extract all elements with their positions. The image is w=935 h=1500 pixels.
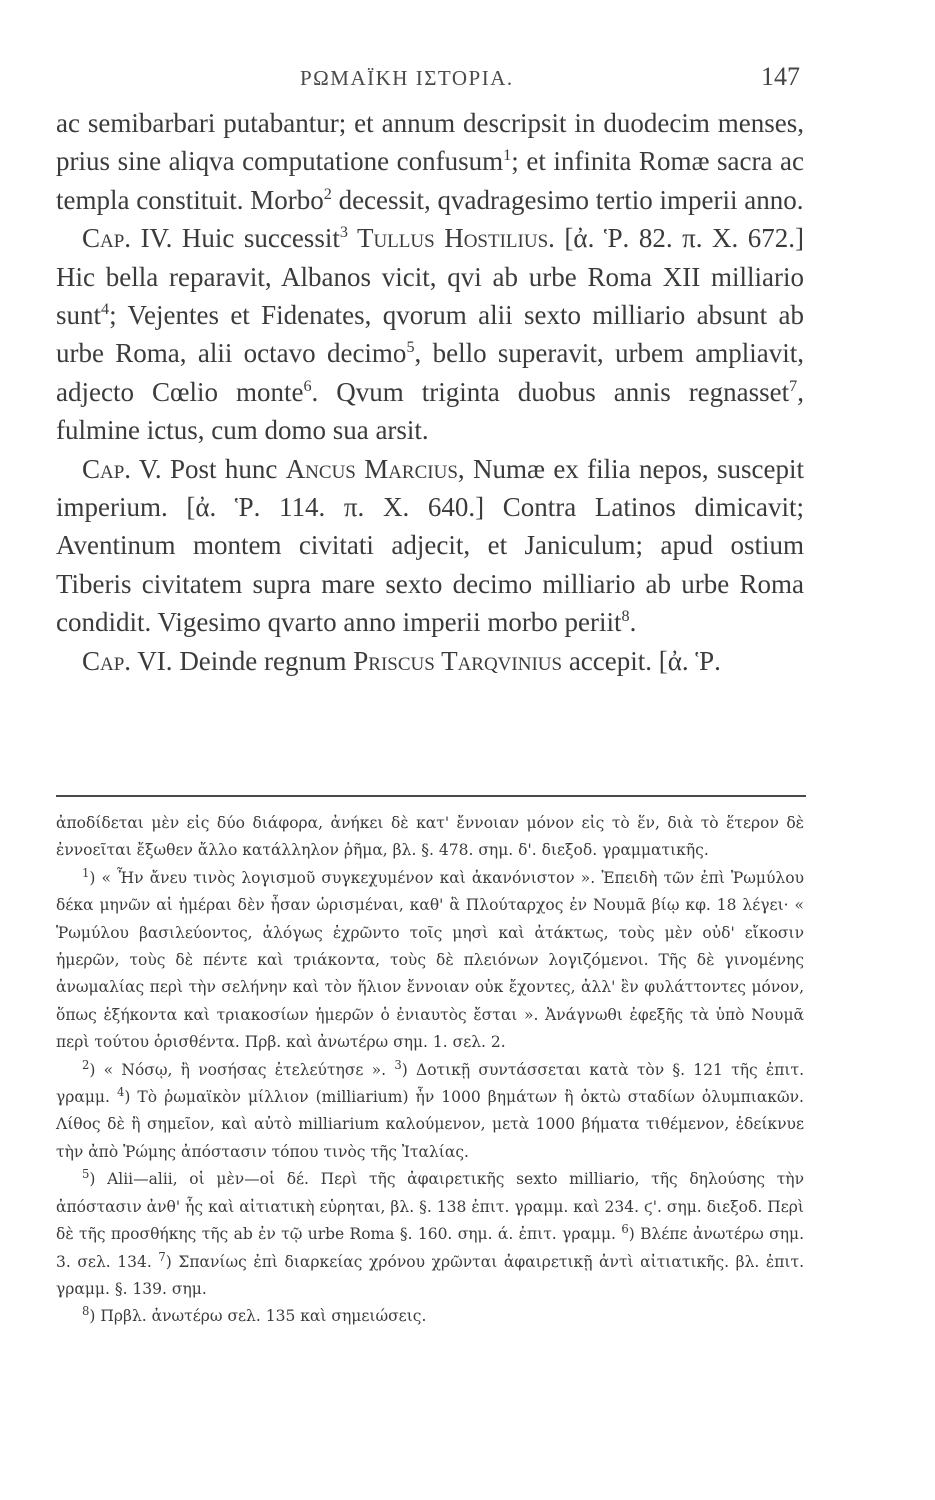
text-run: Huic successit — [172, 223, 340, 254]
footnote-ref-5: 5 — [406, 338, 415, 357]
text-run: Deinde regnum — [172, 645, 354, 676]
footnote-ref-2: 2 — [323, 184, 332, 203]
text-run: ; Vejentes et Fidenates, qvorum alii sexto milliario absunt ab urbe Roma, alii octavo decimo — [56, 300, 804, 369]
text-run: Post hunc — [161, 453, 286, 484]
paragraph-chapter-6 — [56, 642, 804, 680]
footnote-mark: 2 — [82, 1057, 90, 1072]
footnote-divider — [56, 795, 806, 797]
footnote-text: ) Σπανίως ἐπὶ διαρκείας χρόνου χρῶνται ἀφαιρετικῇ ἀντὶ αἰτιατικῆς. βλ. ἐπιτ. γραμμ. §. 139. σημ. — [56, 1252, 804, 1298]
chapter-heading-6: Cap. VI. — [82, 645, 173, 676]
footnote-text: ) « Ἦν ἄνευ τινὸς λογισμοῦ συγκεχυμένον καὶ ἀκανόνιστον ». Ἐπειδὴ τῶν ἐπὶ Ῥωμύλου δέκα μηνῶν αἱ ἡμέραι δὲν ἦσαν ὡρισμέναι, καθ' ἃ Πλούταρχος ἐν Νουμᾶ βίῳ κφ. 18 λέγει· « Ῥωμύλου βασιλεύοντος, ἀλόγως ἐχρῶντο τοῖς μησὶ καὶ ἀτάκτως, τοὺς μὲν οὐδ' εἴκοσιν ἡμερῶν, τοὺς δὲ πέντε καὶ τριάκοντα, τοὺς δὲ πλειόνων λογιζόμενοι. Τῆς δὲ γινομένης ἀνωμαλίας περὶ τὴν σελήνην καὶ τὸν ἥλιον ἔννοιαν οὐκ ἔχοντες, ἀλλ' ἓν φυλάττοντες μόνον, ὅπως ἑξήκοντα καὶ τριακοσίων ἡμερῶν ὁ ἐνιαυτὸς ἔσται ». Ἀνάγνωθι ἐφεξῆς τὰ ὑπὸ Νουμᾶ περὶ τούτου ὁρισθέντα. Πρβ. καὶ ἀνωτέρω σημ. 1. σελ. 2. — [56, 868, 804, 1052]
paragraph-chapter-5 — [56, 450, 804, 642]
footnote-text: ) Τὸ ῥωμαϊκὸν μίλλιον (milliarium) ἦν 1000 βημάτων ἢ ὀκτὼ σταδίων ὀλυμπιακῶν. Λίθος δὲ ἢ σημεῖον, καὶ αὐτὸ milliarium καλούμενον, μετὰ 1000 βήματα τιθέμενον, ἐδείκνυε τὴν ἀπὸ Ῥώμης ἀπόστασιν τόπου τινὸς τῆς Ἰταλίας. — [56, 1088, 804, 1161]
text-run: ; et infinita Romæ sacra ac templa constituit. Morbo — [56, 146, 805, 215]
page-number: 147 — [761, 62, 800, 91]
footnote-continuation — [56, 810, 804, 865]
footnote-text: ) « Νόσῳ, ἢ νοσήσας ἐτελεύτησε ». — [89, 1060, 395, 1079]
paragraph-chapter-4 — [56, 219, 804, 449]
footnote-ref-4: 4 — [101, 300, 110, 319]
footnote-mark: 5 — [82, 1167, 90, 1182]
footnote-text: ) Δοτικῇ συντάσσεται κατὰ τὸν §. 121 τῆς ἐπιτ. γραμμ. — [56, 1060, 804, 1107]
text-run: accepit. [ἀ. Ῥ. — [562, 645, 721, 676]
footnote-mark: 6 — [621, 1221, 629, 1236]
king-name-tullus: Tullus Hostilius. — [347, 223, 555, 254]
footnote-text: ) Βλέπε ἀνωτέρω σημ. 3. σελ. 134. — [56, 1225, 805, 1271]
text-run: , fulmine ictus, cum domo sua arsit. — [56, 376, 804, 446]
footnotes — [56, 810, 804, 1331]
footnote-text: ) Πρβλ. ἀνωτέρω σελ. 135 καὶ σημειώσεις. — [89, 1307, 427, 1326]
footnote-8 — [56, 1303, 804, 1330]
footnote-2-4 — [56, 1057, 804, 1167]
footnote-ref-3: 3 — [339, 223, 348, 242]
text-run: ac semibarbari putabantur; et annum descripsit in duodecim menses, prius sine aliqva computatione confusum — [56, 108, 804, 177]
footnote-text: ) Alii—alii, οἱ μὲν—οἱ δέ. Περὶ τῆς ἀφαιρετικῆς sexto milliario, τῆς δηλούσης τὴν ἀπόστασιν ἀνθ' ἧς καὶ αἰτιατικὴ εὑρηται, βλ. §. 138 ἐπιτ. γραμμ. καὶ 234. ϛ'. σημ. διεξοδ. Περὶ δὲ τῆς προσθήκης τῆς ab ἐν τῷ urbe Roma §. 160. σημ. ά. ἐπιτ. γραμμ. — [56, 1170, 804, 1244]
footnote-ref-8: 8 — [621, 607, 630, 626]
chapter-heading-5: Cap. V. — [82, 453, 162, 484]
paragraph-numa-end — [56, 104, 804, 219]
king-name-ancus: Ancus Marcius, — [285, 453, 465, 484]
footnote-mark: 3 — [394, 1057, 402, 1072]
text-run: . — [629, 607, 637, 638]
running-title: ΡΩΜΑΪΚΗ ΙΣΤΟΡΙΑ. — [300, 66, 514, 90]
text-run: [ἀ. Ῥ. 82. π. Χ. 672.] Hic bella reparavit, Albanos vicit, qvi ab urbe Roma XII milliario sunt — [56, 223, 805, 331]
text-run: . Qvum triginta duobus annis regnasset — [311, 376, 790, 407]
footnote-mark: 7 — [158, 1249, 166, 1264]
footnote-mark: 8 — [82, 1304, 90, 1319]
footnote-mark: 4 — [116, 1084, 125, 1099]
chapter-heading-4: Cap. IV. — [82, 223, 173, 254]
footnote-5-7 — [56, 1166, 804, 1303]
footnote-1 — [56, 865, 804, 1057]
footnote-ref-1: 1 — [503, 146, 512, 165]
footnote-mark: 1 — [82, 865, 90, 880]
text-run: , bello superavit, urbem ampliavit, adjecto Cœlio monte — [56, 338, 804, 407]
footnote-ref-7: 7 — [789, 376, 798, 395]
footnote-ref-6: 6 — [303, 376, 312, 395]
footnote-text: ἀποδίδεται μὲν εἰς δύο διάφορα, ἀνήκει δὲ κατ' ἔννοιαν μόνον εἰς τὸ ἕν, διὰ τὸ ἕτερον δὲ ἐννοεῖται ἔξωθεν ἄλλο κατάλληλον ῥῆμα, βλ. §. 478. σημ. δ'. διεξοδ. γραμματικῆς. — [56, 814, 804, 860]
page-header — [60, 60, 800, 100]
main-text — [56, 104, 804, 680]
text-run: decessit, qvadragesimo tertio imperii anno. — [331, 184, 804, 215]
king-name-tarquinius: Priscus Tarqvinius — [353, 645, 563, 676]
text-run: Numæ ex filia nepos, suscepit imperium. [ἀ. Ῥ. 114. π. Χ. 640.] Contra Latinos dimicavit; Aventinum montem civitati adjecit, et Janiculum; apud ostium Tiberis civitatem supra mare sexto decimo milliario ab urbe Roma condidit. Vigesimo qvarto anno imperii morbo periit — [56, 453, 805, 638]
